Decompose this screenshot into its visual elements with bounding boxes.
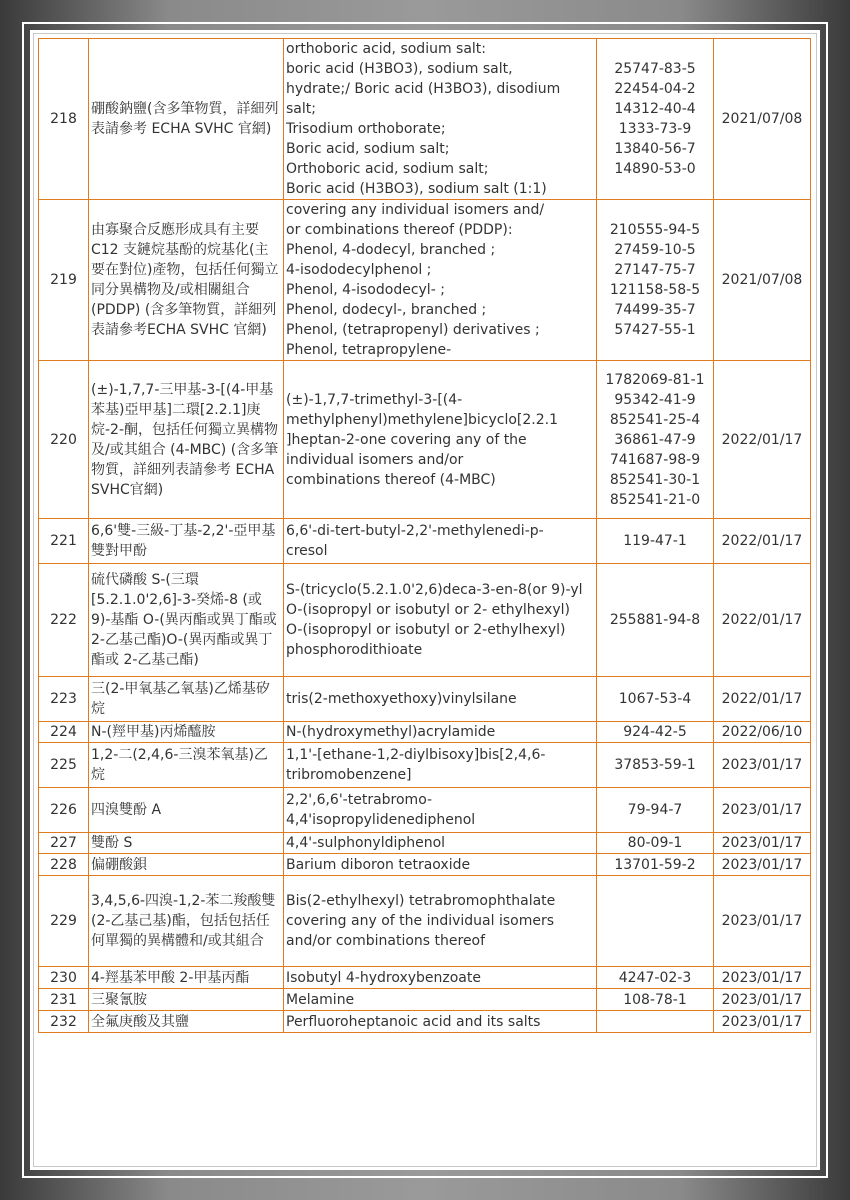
listing-date: 2022/01/17 [714, 361, 811, 519]
svhc-table [38, 38, 811, 1033]
english-name-line: Boric acid (H3BO3), sodium salt (1:1) [286, 181, 547, 197]
cas-number-line: 13701-59-2 [614, 856, 696, 873]
english-name-line: Boric acid, sodium salt; [286, 141, 450, 157]
row-number: 222 [39, 564, 89, 677]
table-row [39, 722, 811, 743]
table-row [39, 519, 811, 564]
cas-number-line: 79-94-7 [627, 802, 683, 818]
cas-number [597, 200, 714, 361]
english-name-line: ]heptan-2-one covering any of the [286, 431, 527, 448]
table-row [39, 876, 811, 967]
row-number: 225 [39, 743, 89, 788]
table-row [39, 854, 811, 876]
cas-number-line: 924-42-5 [623, 724, 687, 740]
cas-number-line: 14890-53-0 [614, 161, 696, 177]
listing-date: 2022/01/17 [714, 519, 811, 564]
cas-number-line: 741687-98-9 [609, 451, 701, 468]
cas-number-line: 852541-25-4 [609, 411, 701, 428]
table-row [39, 1011, 811, 1033]
chinese-name: 三(2-甲氧基乙氧基)乙烯基矽烷 [89, 677, 284, 722]
table-row [39, 677, 811, 722]
english-name [284, 1011, 597, 1033]
english-name-line: Phenol, 4-dodecyl, branched ; [286, 242, 496, 258]
row-number: 230 [39, 967, 89, 989]
english-name [284, 989, 597, 1011]
cas-number-line: 80-09-1 [627, 835, 683, 851]
cas-number-line: 108-78-1 [623, 991, 687, 1008]
english-name-line: orthoboric acid, sodium salt: [286, 41, 487, 57]
english-name-line: Phenol, tetrapropylene- [286, 342, 452, 358]
english-name-line: phosphorodithioate [286, 642, 423, 658]
listing-date: 2023/01/17 [714, 743, 811, 788]
cas-number [597, 788, 714, 833]
row-number: 223 [39, 677, 89, 722]
english-name-line: Barium diboron tetraoxide [286, 856, 471, 873]
listing-date: 2022/01/17 [714, 677, 811, 722]
english-name-line: Isobutyl 4-hydroxybenzoate [286, 969, 481, 986]
cas-number-line: 852541-30-1 [609, 471, 701, 488]
english-name-line: salt; [286, 101, 316, 117]
english-name [284, 833, 597, 854]
english-name-line: 6,6'-di-tert-butyl-2,2'-methylenedi-p- [286, 523, 544, 539]
chinese-name: 四溴雙酚 A [89, 788, 284, 833]
cas-number [597, 854, 714, 876]
english-name-line: methylphenyl)methylene]bicyclo[2.2.1 [286, 411, 559, 428]
english-name-line: boric acid (H3BO3), sodium salt, [286, 61, 513, 77]
table-row [39, 564, 811, 677]
table-row [39, 967, 811, 989]
listing-date: 2022/06/10 [714, 722, 811, 743]
english-name [284, 361, 597, 519]
chinese-name: 硫代磷酸 S-(三環[5.2.1.0'2,6]-3-癸烯-8 (或9)-基酯 O-(異丙酯或異丁酯或 2-乙基己酯)O-(異丙酯或異丁酯或 2-乙基己酯) [89, 564, 284, 677]
english-name-line: 4,4'-sulphonyldiphenol [286, 835, 446, 851]
english-name [284, 677, 597, 722]
document-page [30, 30, 820, 1170]
cas-number-line: 37853-59-1 [614, 757, 696, 773]
english-name-line: O-(isopropyl or isobutyl or 2-ethylhexyl) [286, 622, 566, 638]
cas-number-line: 1782069-81-1 [605, 371, 705, 388]
cas-number [597, 967, 714, 989]
listing-date: 2023/01/17 [714, 967, 811, 989]
cas-number-line: 1333-73-9 [618, 121, 692, 137]
english-name [284, 743, 597, 788]
english-name-line: covering any of the individual isomers [286, 913, 555, 929]
english-name [284, 200, 597, 361]
listing-date: 2023/01/17 [714, 1011, 811, 1033]
listing-date: 2023/01/17 [714, 876, 811, 967]
english-name-line: Orthoboric acid, sodium salt; [286, 161, 489, 177]
cas-number-line: 95342-41-9 [614, 391, 696, 408]
table-row [39, 743, 811, 788]
chinese-name: 全氟庚酸及其鹽 [89, 1011, 284, 1033]
english-name [284, 39, 597, 200]
listing-date: 2023/01/17 [714, 788, 811, 833]
english-name-line: 1,1'-[ethane-1,2-diylbisoxy]bis[2,4,6- [286, 747, 546, 763]
cas-number-line: 119-47-1 [623, 533, 687, 549]
english-name-line: hydrate;/ Boric acid (H3BO3), disodium [286, 81, 561, 97]
table-row [39, 39, 811, 200]
english-name-line: Bis(2-ethylhexyl) tetrabromophthalate [286, 893, 556, 909]
svhc-table-body [39, 39, 811, 1033]
cas-number-line: 852541-21-0 [609, 491, 701, 508]
cas-number-line: 255881-94-8 [609, 612, 701, 628]
cas-number-line: 27459-10-5 [614, 242, 696, 258]
english-name [284, 967, 597, 989]
english-name [284, 788, 597, 833]
english-name-line: and/or combinations thereof [286, 933, 486, 949]
table-row [39, 788, 811, 833]
cas-number-line: 210555-94-5 [609, 222, 701, 238]
english-name-line: tris(2-methoxyethoxy)vinylsilane [286, 691, 517, 707]
english-name-line: combinations thereof (4-MBC) [286, 471, 496, 488]
chinese-name: 偏硼酸鋇 [89, 854, 284, 876]
cas-number-line: 27147-75-7 [614, 262, 696, 278]
row-number: 228 [39, 854, 89, 876]
row-number: 219 [39, 200, 89, 361]
english-name-line: Phenol, (tetrapropenyl) derivatives ; [286, 322, 540, 338]
english-name-line: N-(hydroxymethyl)acrylamide [286, 724, 496, 740]
cas-number-line: 1067-53-4 [618, 691, 692, 707]
english-name-line: (±)-1,7,7-trimethyl-3-[(4- [286, 391, 463, 408]
english-name-line: Phenol, 4-isododecyl- ; [286, 282, 445, 298]
chinese-name: 三聚氰胺 [89, 989, 284, 1011]
row-number: 229 [39, 876, 89, 967]
english-name-line: covering any individual isomers and/ [286, 202, 545, 218]
english-name-line: tribromobenzene] [286, 767, 412, 783]
listing-date: 2021/07/08 [714, 200, 811, 361]
table-row [39, 833, 811, 854]
chinese-name: 雙酚 S [89, 833, 284, 854]
cas-number-line: 14312-40-4 [614, 101, 696, 117]
row-number: 232 [39, 1011, 89, 1033]
english-name-line: 2,2',6,6'-tetrabromo- [286, 792, 433, 808]
chinese-name: 6,6'雙-三級-丁基-2,2'-亞甲基雙對甲酚 [89, 519, 284, 564]
cas-number [597, 1011, 714, 1033]
cas-number-line: 74499-35-7 [614, 302, 696, 318]
cas-number-line: 57427-55-1 [614, 322, 696, 338]
chinese-name: 硼酸鈉鹽(含多筆物質，詳細列表請參考 ECHA SVHC 官網) [89, 39, 284, 200]
row-number: 221 [39, 519, 89, 564]
row-number: 231 [39, 989, 89, 1011]
cas-number [597, 833, 714, 854]
cas-number-line: 4247-02-3 [618, 969, 692, 986]
english-name [284, 564, 597, 677]
chinese-name: 由寡聚合反應形成具有主要 C12 支鏈烷基酚的烷基化(主要在對位)產物，包括任何獨立同分異構物及/或相關組合(PDDP) (含多筆物質，詳細列表請參考ECHA SVHC 官網) [89, 200, 284, 361]
english-name-line: S-(tricyclo(5.2.1.0'2,6)deca-3-en-8(or 9)-yl [286, 582, 583, 598]
chinese-name: 3,4,5,6-四溴-1,2-苯二羧酸雙(2-乙基己基)酯，包括包括任何單獨的異構體和/或其組合 [89, 876, 284, 967]
cas-number-line: 13840-56-7 [614, 141, 696, 157]
listing-date: 2023/01/17 [714, 854, 811, 876]
table-row [39, 200, 811, 361]
listing-date: 2023/01/17 [714, 833, 811, 854]
english-name [284, 854, 597, 876]
english-name-line: Trisodium orthoborate; [286, 121, 446, 137]
english-name-line: Melamine [286, 991, 355, 1008]
cas-number [597, 361, 714, 519]
english-name-line: O-(isopropyl or isobutyl or 2- ethylhexyl) [286, 602, 570, 618]
chinese-name: N-(羥甲基)丙烯醯胺 [89, 722, 284, 743]
cas-number [597, 677, 714, 722]
cas-number [597, 39, 714, 200]
english-name-line: Perfluoroheptanoic acid and its salts [286, 1013, 541, 1030]
listing-date: 2021/07/08 [714, 39, 811, 200]
english-name [284, 519, 597, 564]
english-name-line: Phenol, dodecyl-, branched ; [286, 302, 487, 318]
cas-number [597, 743, 714, 788]
english-name-line: 4,4'isopropylidenediphenol [286, 812, 476, 828]
cas-number-line: 25747-83-5 [614, 61, 696, 77]
table-row [39, 361, 811, 519]
listing-date: 2023/01/17 [714, 989, 811, 1011]
english-name [284, 722, 597, 743]
chinese-name: 4-羥基苯甲酸 2-甲基丙酯 [89, 967, 284, 989]
chinese-name: 1,2-二(2,4,6-三溴苯氧基)乙烷 [89, 743, 284, 788]
row-number: 226 [39, 788, 89, 833]
english-name [284, 876, 597, 967]
cas-number-line: 36861-47-9 [614, 431, 696, 448]
cas-number [597, 519, 714, 564]
row-number: 224 [39, 722, 89, 743]
row-number: 218 [39, 39, 89, 200]
row-number: 220 [39, 361, 89, 519]
cas-number-line: 22454-04-2 [614, 81, 696, 97]
chinese-name: (±)-1,7,7-三甲基-3-[(4-甲基苯基)亞甲基]二環[2.2.1]庚烷-2-酮，包括任何獨立異構物及/或其組合 (4-MBC) (含多筆物質，詳細列表請參考 ECHA SVHC官網) [89, 361, 284, 519]
cas-number [597, 564, 714, 677]
cas-number [597, 989, 714, 1011]
row-number: 227 [39, 833, 89, 854]
listing-date: 2022/01/17 [714, 564, 811, 677]
english-name-line: individual isomers and/or [286, 451, 464, 468]
english-name-line: cresol [286, 543, 328, 559]
table-row [39, 989, 811, 1011]
cas-number [597, 876, 714, 967]
cas-number [597, 722, 714, 743]
english-name-line: or combinations thereof (PDDP): [286, 222, 513, 238]
english-name-line: 4-isododecylphenol ; [286, 262, 432, 278]
cas-number-line: 121158-58-5 [609, 282, 701, 298]
